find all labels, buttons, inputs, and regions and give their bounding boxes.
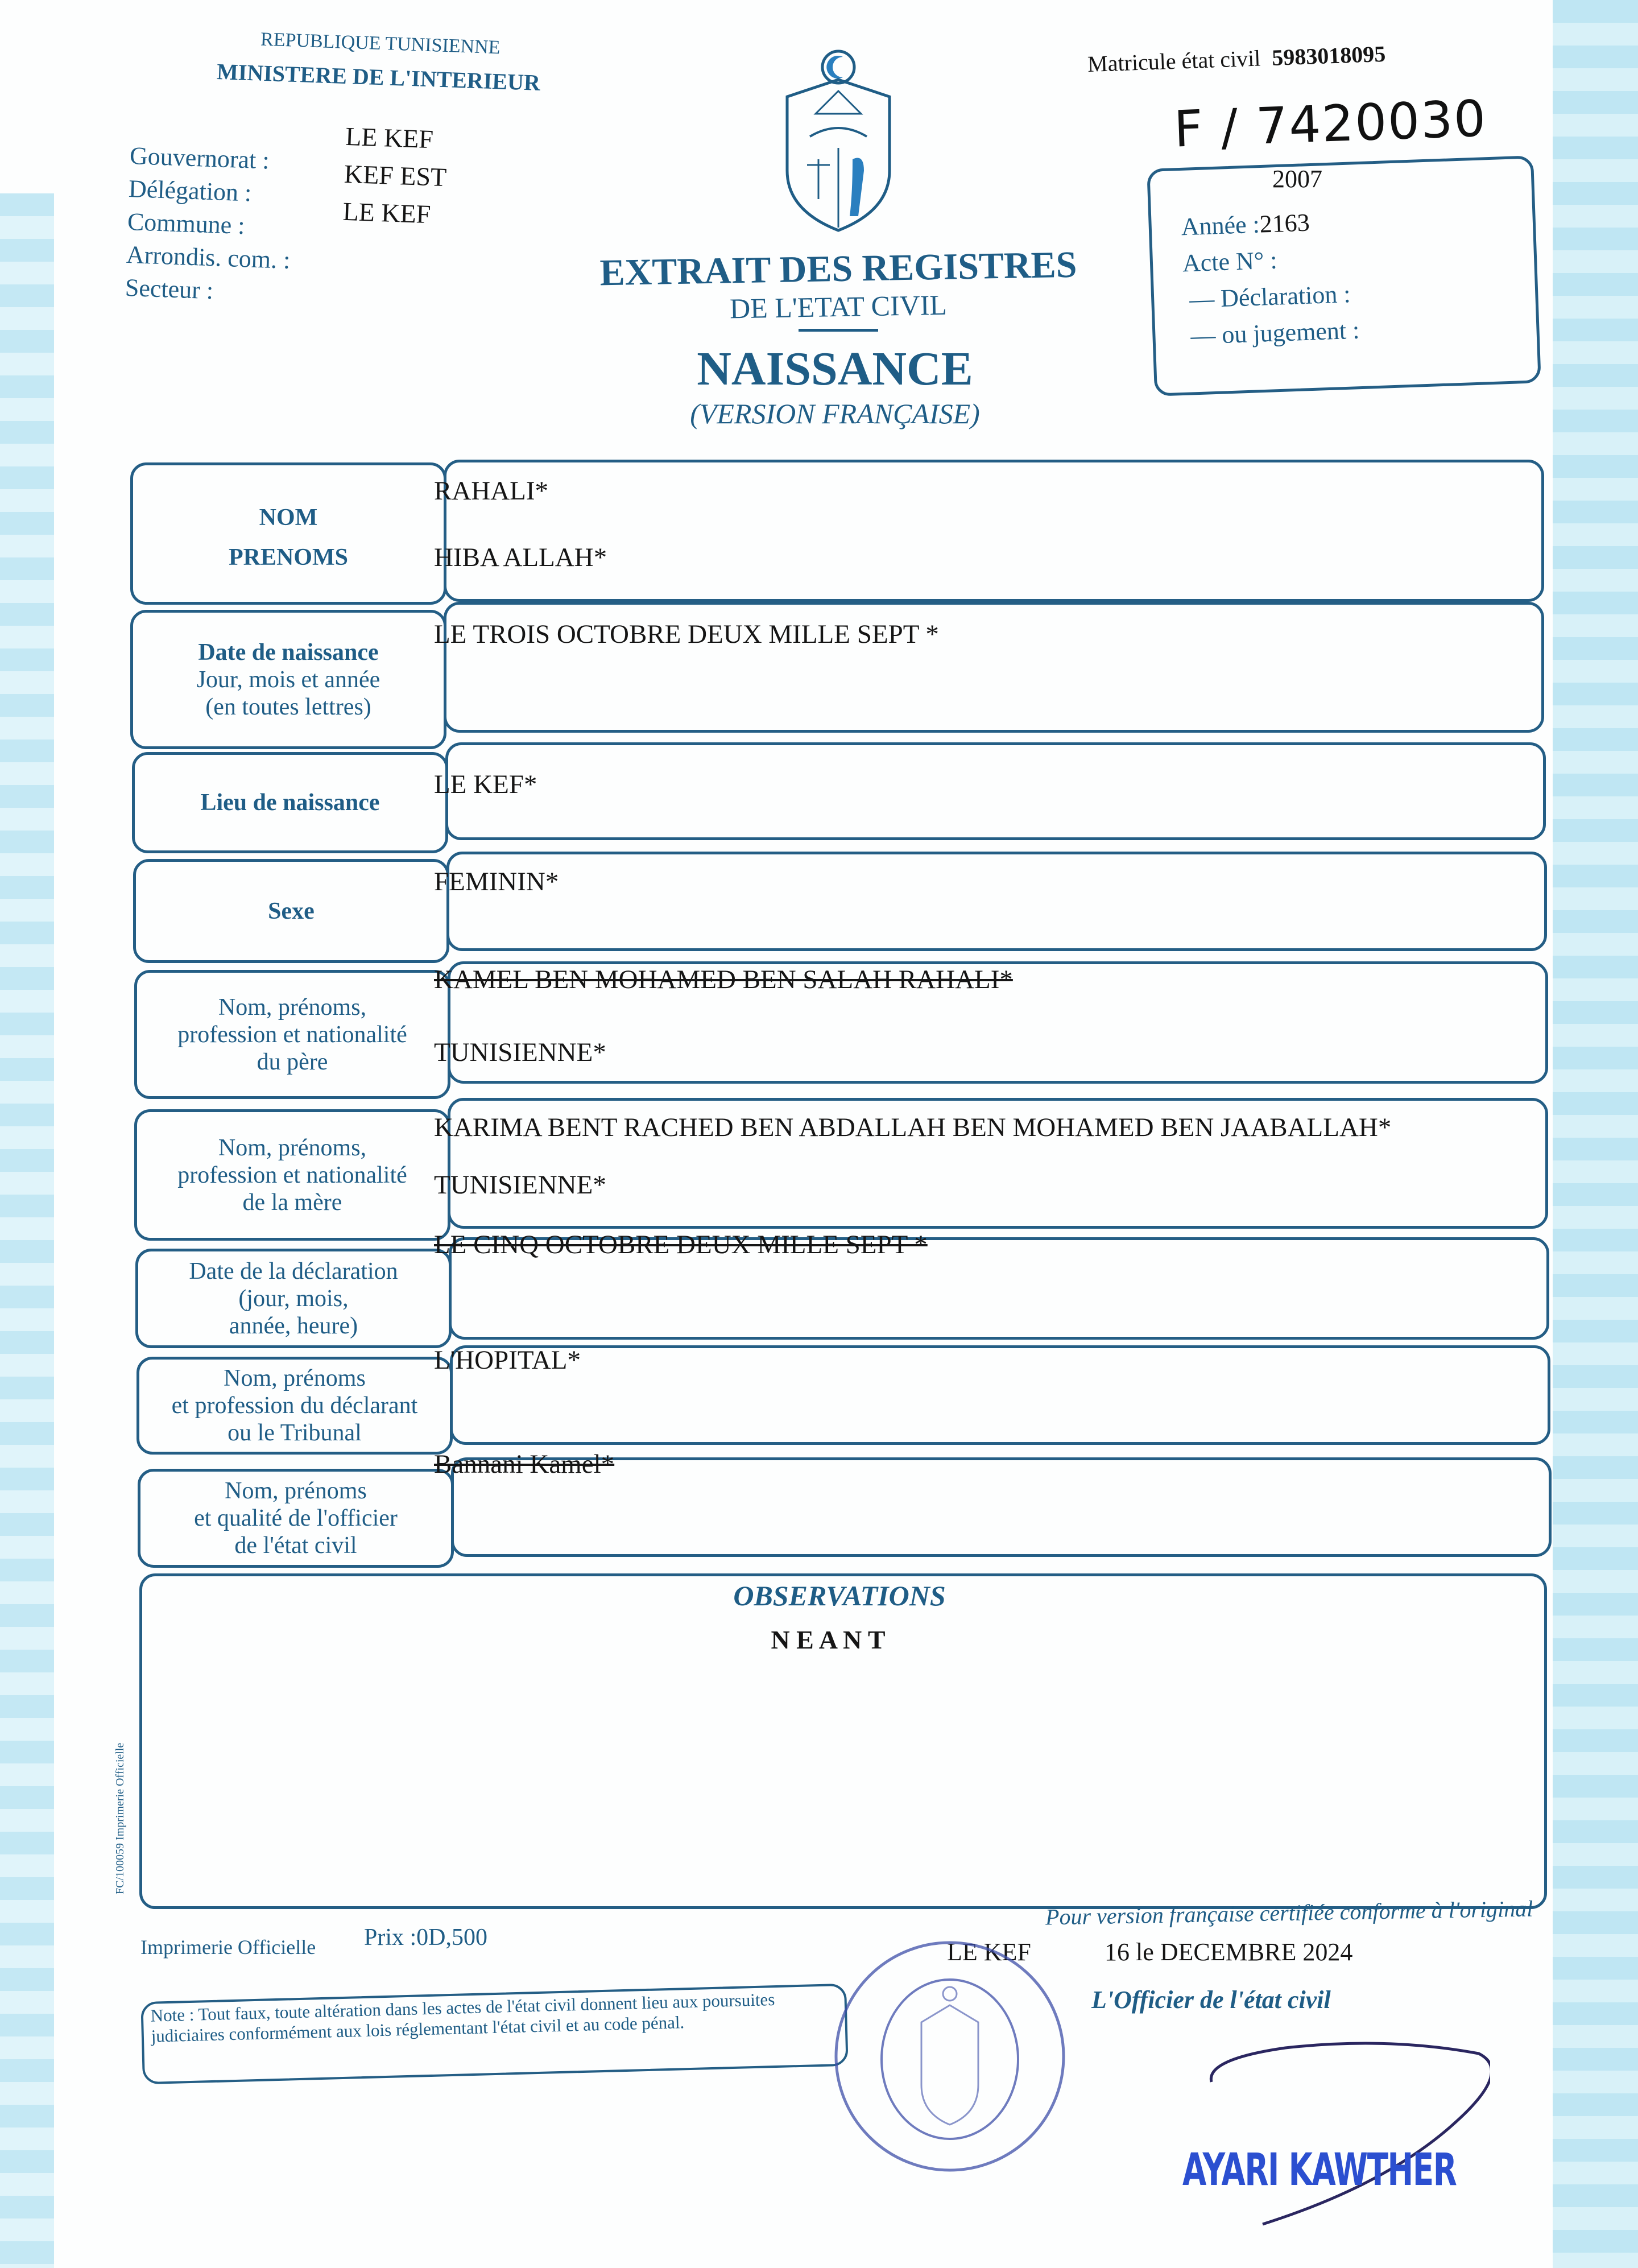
price: Prix :0D,500 (364, 1924, 488, 1951)
label-delegation: Délégation : (128, 175, 253, 207)
label-arrondissement: Arrondis. com. : (126, 240, 291, 274)
label-line: de la mère (242, 1189, 342, 1216)
label-sexe: Sexe (268, 898, 315, 924)
label-date-naissance: Date de naissance (198, 639, 379, 666)
label-line: Nom, prénoms (225, 1478, 367, 1504)
printer-label: Imprimerie Officielle (140, 1936, 316, 1959)
value-officier: Bannani Kamel* (434, 1449, 615, 1479)
value-delegation: KEF EST (344, 159, 448, 192)
value-pere-nationalite: TUNISIENNE* (434, 1038, 606, 1067)
certified-text: Pour version française certifiée conforme à l'original (1045, 1895, 1533, 1930)
value-gouvernorat: LE KEF (345, 121, 434, 154)
label-gouvernorat: Gouvernorat : (129, 142, 270, 175)
label-prenoms: PRENOMS (229, 544, 348, 571)
value-sexe: FEMININ* (434, 867, 559, 897)
value-mere-nationalite: TUNISIENNE* (434, 1170, 606, 1200)
title-etat-civil: DE L'ETAT CIVIL (729, 288, 948, 325)
note-text: Note : Tout faux, toute altération dans les actes de l'état civil donnent lieu aux poursuites judiciaires conformément aux lois réglementant l'état civil et au code pénal. (150, 1989, 775, 2046)
official-stamp-icon (830, 1937, 1069, 2176)
acte-number-label: Acte N° : (1182, 246, 1278, 278)
jugement-label: — ou jugement : (1190, 316, 1360, 350)
value-lieu-naissance: LE KEF* (434, 770, 537, 799)
label-line: Nom, prénoms, (218, 1134, 367, 1161)
label-line: année, heure) (229, 1312, 358, 1339)
acte-year: 2007 (1272, 165, 1322, 193)
signature-icon (1172, 2036, 1490, 2230)
value-date-naissance: LE TROIS OCTOBRE DEUX MILLE SEPT * (434, 619, 939, 649)
observations-label: OBSERVATIONS (733, 1580, 946, 1612)
matricule-label: Matricule état civil (1087, 45, 1261, 77)
title-version: (VERSION FRANÇAISE) (690, 398, 980, 429)
date: 16 le DECEMBRE 2024 (1105, 1938, 1353, 1966)
label-line: et profession du déclarant (171, 1393, 418, 1419)
value-pere-nom: KAMEL BEN MOHAMED BEN SALAH RAHALI* (434, 965, 1013, 994)
label-line: (jour, mois, (238, 1285, 349, 1312)
observations-value: N E A N T (771, 1625, 886, 1654)
matricule (1087, 40, 1386, 77)
value-date-declaration: LE CINQ OCTOBRE DEUX MILLE SEPT * (434, 1230, 928, 1259)
title-divider (799, 329, 878, 332)
annee-value: 2163 (1259, 208, 1310, 238)
observations-box (139, 1573, 1547, 1909)
label-commune: Commune : (127, 207, 246, 240)
value-nom: RAHALI* (434, 476, 549, 506)
label-sub: (en toutes lettres) (205, 694, 371, 720)
title-naissance: NAISSANCE (697, 342, 973, 395)
annee-label: Année : (1180, 210, 1260, 241)
decorative-border-left (0, 193, 54, 2268)
label-secteur: Secteur : (125, 273, 214, 305)
label-sub: Jour, mois et année (196, 667, 380, 693)
place: LE KEF (947, 1938, 1031, 1966)
label-line: du père (257, 1048, 328, 1075)
location-labels (125, 139, 294, 310)
declaration-label: — Déclaration : (1189, 280, 1351, 313)
label-line: profession et nationalité (177, 1021, 407, 1048)
value-box (444, 460, 1544, 602)
label-line: Nom, prénoms (224, 1365, 366, 1391)
label-nom: NOM (259, 505, 318, 531)
acte-fields (1181, 203, 1360, 355)
label-line: et qualité de l'officier (194, 1505, 398, 1531)
printer-vertical: FC/100059 Imprimerie Officielle (114, 1742, 126, 1894)
label-lieu-naissance: Lieu de naissance (200, 790, 380, 816)
ministry-heading: MINISTERE DE L'INTERIEUR (216, 59, 541, 96)
title-extrait: EXTRAIT DES REGISTRES (599, 243, 1077, 294)
value-declarant: L'HOPITAL* (434, 1345, 581, 1375)
decorative-border-right (1553, 0, 1638, 2268)
republic-heading: REPUBLIQUE TUNISIENNE (260, 28, 501, 59)
matricule-value: 5983018095 (1271, 40, 1386, 71)
officer-name-stamp: AYARI KAWTHER (1182, 2145, 1457, 2196)
label-line: Nom, prénoms, (218, 994, 367, 1021)
tunisian-emblem-icon (776, 46, 901, 233)
officer-title: L'Officier de l'état civil (1091, 1986, 1331, 2014)
location-values (342, 118, 449, 234)
value-commune: LE KEF (342, 196, 432, 229)
serial-number: F / 7420030 (1173, 89, 1488, 159)
label-line: profession et nationalité (177, 1162, 407, 1188)
label-line: Date de la déclaration (189, 1258, 398, 1284)
value-prenoms: HIBA ALLAH* (434, 543, 607, 572)
label-line: de l'état civil (234, 1532, 357, 1559)
label-line: ou le Tribunal (228, 1420, 362, 1446)
value-mere-nom: KARIMA BENT RACHED BEN ABDALLAH BEN MOHAMED BEN JAABALLAH* (434, 1113, 1392, 1142)
